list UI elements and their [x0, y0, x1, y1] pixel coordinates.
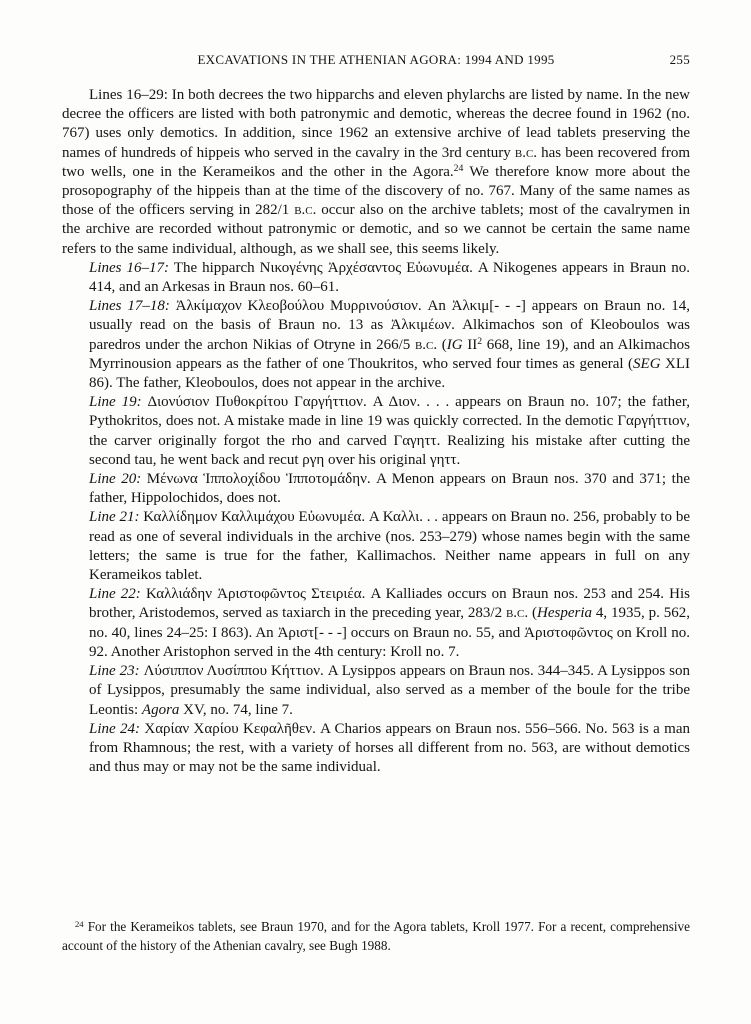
text-run: Lines 16–29: In both decrees the two hipparchs and eleven phylarchs are listed by name. In the new decree the officers are listed with both patronymic and demotic, whereas the decree found in 1962 (no. 767) uses only demotics. In addition, since 1962 an extensive archive of lead tablets preserving the names of hundreds of hippeis who served in the cavalry in the 3rd century — [62, 87, 690, 161]
paragraph — [89, 393, 690, 470]
text-run: Line 22: — [89, 586, 141, 603]
paragraph — [89, 297, 690, 393]
text-run: occur also on the archive tablets; most of the cavalrymen in the archive are recorded without patronymic or demotic, and so we cannot be certain the same name refers to the same individual, although, as we shall see, this seems likely. — [62, 202, 690, 257]
text-run: Line 20: — [89, 471, 142, 488]
text-run: Agora — [141, 701, 180, 718]
text-run: XLI 86). The father, Kleoboulos, does not appear in the archive. — [89, 355, 690, 392]
paragraph — [89, 508, 690, 585]
superscript-ref: 24 — [75, 919, 84, 930]
text-run: Line 19: — [89, 394, 142, 411]
text-run: Μένωνα Ἱππολοχίδου Ἱπποτομάδην. A Menon appears on Braun nos. 370 and 371; the father, Hippolochidos, does not. — [89, 471, 690, 507]
superscript-ref: 24 — [453, 163, 464, 175]
text-run: Line 21: — [89, 509, 140, 526]
text-run: b.c. — [505, 605, 529, 622]
paragraph — [62, 86, 690, 259]
body-text — [62, 86, 690, 777]
superscript-ref: 2 — [477, 336, 483, 348]
running-head — [62, 52, 690, 70]
footnote-area — [62, 918, 690, 955]
text-run: Διονύσιον Πυθοκρίτου Γαργήττιον. A Διον. . . . appears on Braun no. 107; the father, Pythokritos, does not. A mistake made in line 19 was quickly corrected. In the demotic Γαργήττιον, the carver originally forgot the rho and carved Γαγηττ. Realizing his mistake after cutting the second tau, he went back and recut ργη over his original γηττ. — [89, 394, 690, 468]
page-number: 255 — [669, 52, 690, 67]
text-run: ( — [437, 336, 447, 353]
text-run: Lines 17–18: — [89, 298, 170, 315]
text-run: Καλλιάδην Ἀριστοφῶντος Στειριέα. A Kalliades occurs on Braun nos. 253 and 254. His brother, Aristodemos, served as taxiarch in the preceding year, 283/2 — [89, 586, 690, 622]
text-run: ( — [528, 605, 538, 622]
text-run: Line 23: — [89, 663, 140, 680]
paragraph — [89, 585, 690, 662]
text-run: Λύσιππον Λυσίππου Κήττιον. A Lysippos appears on Braun nos. 344–345. A Lysippos son of Lysippos, presumably the same individual, also served as a member of the boule for the tribe Leontis: — [89, 663, 691, 718]
text-run: II — [462, 336, 478, 353]
footnote-text — [62, 918, 690, 955]
text-run: For the Kerameikos tablets, see Braun 1970, and for the Agora tablets, Kroll 1977. For a recent, comprehensive account of the history of the Athenian cavalry, see Bugh 1988. — [62, 919, 690, 953]
text-run: b.c. — [514, 144, 538, 161]
text-run: XV, no. 74, line 7. — [179, 701, 293, 718]
text-run: Hesperia — [537, 605, 593, 622]
text-run: Ἀλκίμαχον Κλεοβούλου Μυρρινούσιον. An Ἀλκιμ[- - -] appears on Braun no. 14, usually read on the basis of Braun no. 13 as Ἀλκιμέων. Alkimachos son of Kleoboulos was paredros under the archon Nikias of Otryne in 266/5 — [89, 298, 690, 353]
text-run: Lines 16–17: — [89, 259, 170, 276]
text-run: 668, line 19), and an Alkimachos Myrrinousion appears as the father of one Thoukritos, who served four times as general ( — [89, 336, 691, 372]
text-run: Line 24: — [89, 720, 141, 737]
text-run: IG — [446, 336, 463, 353]
paragraph — [89, 470, 690, 508]
paragraph — [89, 662, 690, 720]
text-column — [62, 52, 690, 777]
paragraph — [89, 259, 690, 297]
text-run: The hipparch Νικογένης Ἀρχέσαντος Εὐωνυμέα. A Nikogenes appears in Braun no. 414, and an Arkesas in Braun nos. 60–61. — [89, 259, 691, 296]
text-run: We therefore know more about the prosopography of the hippeis than at the time of the discovery of no. 767. Many of the same names as those of the officers serving in 282/1 — [62, 163, 690, 219]
text-run: has been recovered from two wells, one in the Kerameikos and the other in the Agora. — [62, 144, 690, 180]
text-run: Καλλίδημον Καλλιμάχου Εὐωνυμέα. A Καλλι. . . appears on Braun no. 256, probably to be read as one of several individuals in the archive (nos. 253–279) whose names begin with the same letters; the same is true for the father, Kallimachos. Neither name appears in full on any Kerameikos tablet. — [89, 509, 690, 584]
text-run: b.c. — [414, 336, 438, 353]
page-title: EXCAVATIONS IN THE ATHENIAN AGORA: 1994 AND 1995 — [197, 52, 555, 67]
text-run: 4, 1935, p. 562, no. 40, lines 24–25: I 863). An Ἀριστ[- - -] occurs on Braun no. 55, and Ἀριστοφῶντος on Kroll no. 92. Another Aristophon served in the 4th century: Kroll no. 7. — [89, 605, 690, 660]
text-run: b.c. — [294, 202, 317, 219]
paragraph — [89, 720, 690, 778]
text-run: Χαρίαν Χαρίου Κεφαλῆθεν. A Charios appears on Braun nos. 556–566. No. 563 is a man from Rhamnous; the rest, with a variety of horses all different from no. 563, are without demotics and thus may or may not be the same individual. — [89, 720, 690, 776]
text-run: SEG — [633, 355, 661, 372]
